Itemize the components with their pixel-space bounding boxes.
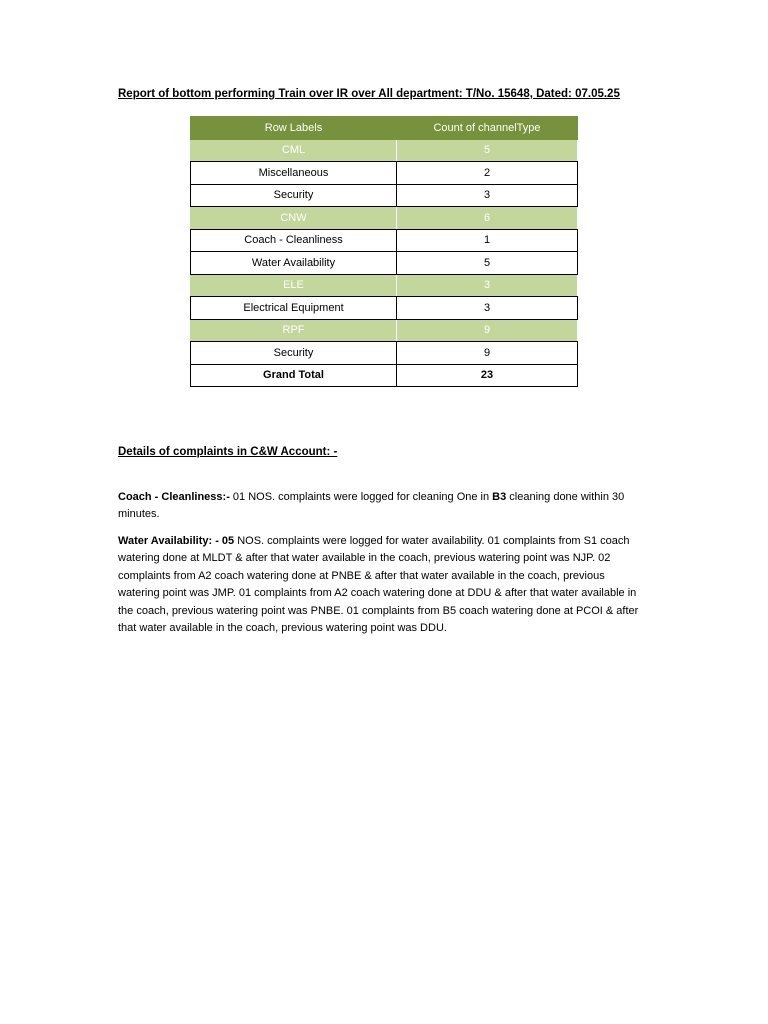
water-text: NOS. complaints were logged for water availability. 01 complaints from S1 coach watering done at MLDT & after that water available in the coach, previous watering point was NJP. 02 complaints from A2 coach watering done at PNBE & after that water available in the coach, previous watering point was JMP. 01 complaints from A2 coach watering done at DDU & after that water available in the coach, previous watering point was PNBE. 01 complaints from B5 coach watering done at PCOI & after that water available in the coach, previous watering point was DDU. bbox=[118, 535, 639, 635]
row-label: ELE bbox=[191, 274, 397, 297]
grand-total-row bbox=[191, 364, 578, 387]
row-label: CNW bbox=[191, 207, 397, 230]
row-label: RPF bbox=[191, 319, 397, 342]
table-row bbox=[191, 342, 578, 365]
water-availability-paragraph bbox=[118, 533, 648, 637]
details-heading: Details of complaints in C&W Account: - bbox=[118, 446, 338, 458]
grand-total-label: Grand Total bbox=[191, 364, 397, 387]
row-count: 5 bbox=[397, 139, 578, 162]
water-lead: Water Availability: - bbox=[118, 535, 219, 547]
row-count: 3 bbox=[397, 184, 578, 207]
row-count: 5 bbox=[397, 252, 578, 275]
row-label: Security bbox=[191, 342, 397, 365]
table-row-group[interactable] bbox=[191, 319, 578, 342]
cleanliness-coach: B3 bbox=[492, 491, 507, 503]
row-label: Water Availability bbox=[191, 252, 397, 275]
row-label: Coach - Cleanliness bbox=[191, 229, 397, 252]
row-label: Miscellaneous bbox=[191, 162, 397, 185]
cleanliness-text-2: cleaning done within 30 minutes. bbox=[118, 491, 625, 521]
grand-total-count: 23 bbox=[397, 364, 578, 387]
row-count: 2 bbox=[397, 162, 578, 185]
row-label: CML bbox=[191, 139, 397, 162]
row-label: Electrical Equipment bbox=[191, 297, 397, 320]
water-count: 05 bbox=[218, 535, 235, 547]
cleanliness-text-1: 01 NOS. complaints were logged for cleaning One in bbox=[229, 491, 493, 503]
row-count: 3 bbox=[397, 297, 578, 320]
row-count: 1 bbox=[397, 229, 578, 252]
row-label: Security bbox=[191, 184, 397, 207]
table-row-group[interactable] bbox=[191, 274, 578, 297]
table-row bbox=[191, 252, 578, 275]
row-count: 9 bbox=[397, 319, 578, 342]
table-header-row bbox=[191, 117, 578, 140]
cleanliness-paragraph bbox=[118, 489, 648, 524]
table-row-group[interactable] bbox=[191, 139, 578, 162]
report-title: Report of bottom performing Train over IR over All department: T/No. 15648, Dated: 07.05.25 bbox=[118, 88, 620, 100]
row-count: 3 bbox=[397, 274, 578, 297]
row-count: 6 bbox=[397, 207, 578, 230]
table-row bbox=[191, 184, 578, 207]
table-row bbox=[191, 162, 578, 185]
pivot-table bbox=[190, 116, 578, 387]
cleanliness-lead: Coach - Cleanliness:- bbox=[118, 491, 230, 503]
table-row-group[interactable] bbox=[191, 207, 578, 230]
column-header-count[interactable]: Count of channelType bbox=[397, 117, 578, 140]
table-row bbox=[191, 229, 578, 252]
table-row bbox=[191, 297, 578, 320]
row-count: 9 bbox=[397, 342, 578, 365]
column-header-row-labels[interactable]: Row Labels bbox=[191, 117, 397, 140]
